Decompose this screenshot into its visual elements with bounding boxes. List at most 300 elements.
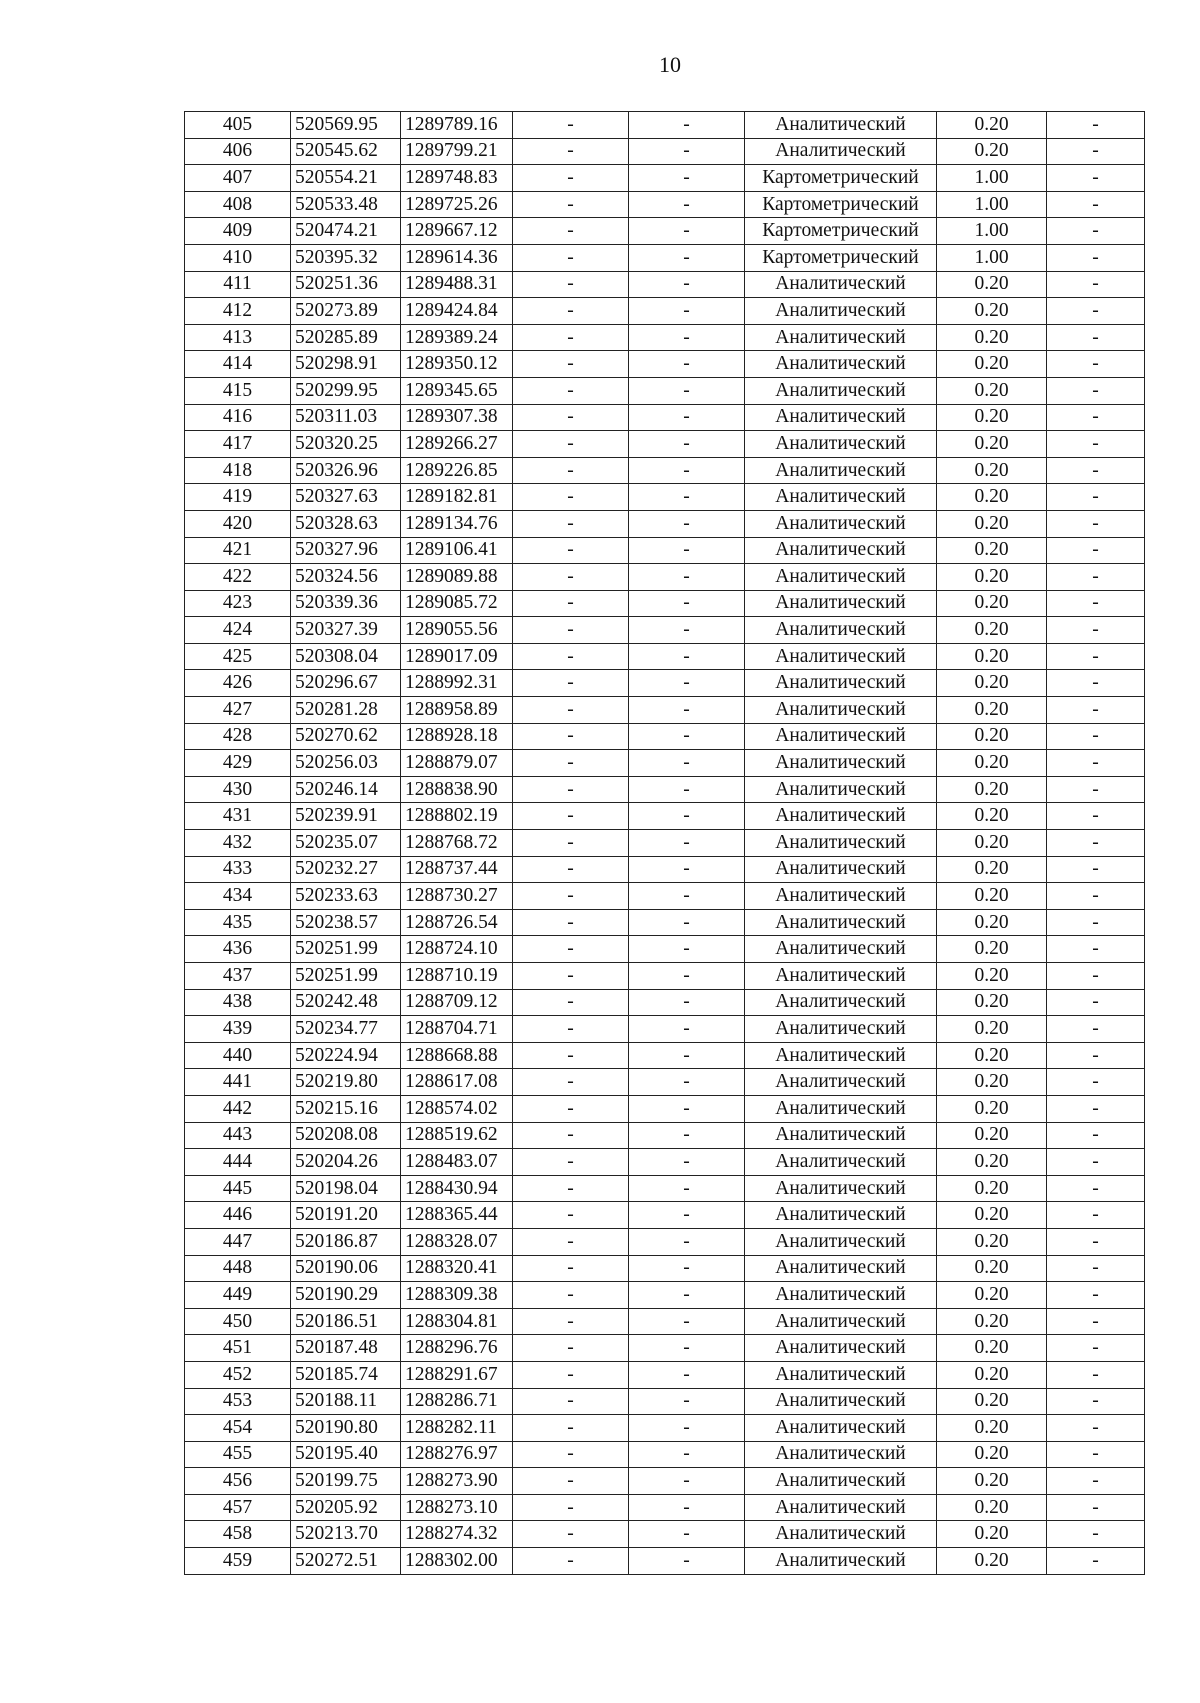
dash-cell: - — [1047, 377, 1145, 404]
point-number-cell: 411 — [185, 271, 291, 298]
x-coordinate-cell: 520234.77 — [291, 1016, 401, 1043]
dash-cell: - — [629, 457, 745, 484]
precision-cell: 0.20 — [937, 590, 1047, 617]
x-coordinate-cell: 520299.95 — [291, 377, 401, 404]
x-coordinate-cell: 520251.99 — [291, 936, 401, 963]
table-row — [185, 1202, 1145, 1229]
dash-cell: - — [1047, 1388, 1145, 1415]
table-row — [185, 909, 1145, 936]
precision-cell: 0.20 — [937, 1255, 1047, 1282]
dash-cell: - — [629, 1255, 745, 1282]
dash-cell: - — [629, 989, 745, 1016]
dash-cell: - — [513, 1122, 629, 1149]
dash-cell: - — [1047, 1441, 1145, 1468]
dash-cell: - — [629, 298, 745, 325]
dash-cell: - — [1047, 1175, 1145, 1202]
precision-cell: 0.20 — [937, 989, 1047, 1016]
table-body — [185, 112, 1145, 1575]
x-coordinate-cell: 520213.70 — [291, 1521, 401, 1548]
dash-cell: - — [1047, 1521, 1145, 1548]
precision-cell: 0.20 — [937, 324, 1047, 351]
dash-cell: - — [1047, 564, 1145, 591]
method-cell: Аналитический — [745, 431, 937, 458]
x-coordinate-cell: 520238.57 — [291, 909, 401, 936]
x-coordinate-cell: 520324.56 — [291, 564, 401, 591]
dash-cell: - — [513, 191, 629, 218]
dash-cell: - — [1047, 165, 1145, 192]
precision-cell: 0.20 — [937, 1122, 1047, 1149]
point-number-cell: 408 — [185, 191, 291, 218]
table-row — [185, 1308, 1145, 1335]
dash-cell: - — [513, 1175, 629, 1202]
precision-cell: 0.20 — [937, 1415, 1047, 1442]
table-row — [185, 1069, 1145, 1096]
method-cell: Аналитический — [745, 856, 937, 883]
method-cell: Аналитический — [745, 803, 937, 830]
y-coordinate-cell: 1288992.31 — [401, 670, 513, 697]
precision-cell: 1.00 — [937, 191, 1047, 218]
dash-cell: - — [513, 165, 629, 192]
dash-cell: - — [1047, 856, 1145, 883]
dash-cell: - — [1047, 1548, 1145, 1575]
precision-cell: 0.20 — [937, 803, 1047, 830]
dash-cell: - — [629, 510, 745, 537]
dash-cell: - — [1047, 1228, 1145, 1255]
dash-cell: - — [513, 1149, 629, 1176]
dash-cell: - — [513, 138, 629, 165]
y-coordinate-cell: 1288724.10 — [401, 936, 513, 963]
dash-cell: - — [629, 909, 745, 936]
method-cell: Аналитический — [745, 324, 937, 351]
x-coordinate-cell: 520251.36 — [291, 271, 401, 298]
method-cell: Аналитический — [745, 1415, 937, 1442]
dash-cell: - — [629, 1042, 745, 1069]
dash-cell: - — [629, 1441, 745, 1468]
dash-cell: - — [1047, 803, 1145, 830]
y-coordinate-cell: 1288320.41 — [401, 1255, 513, 1282]
point-number-cell: 436 — [185, 936, 291, 963]
method-cell: Аналитический — [745, 1282, 937, 1309]
dash-cell: - — [629, 590, 745, 617]
point-number-cell: 437 — [185, 963, 291, 990]
dash-cell: - — [1047, 324, 1145, 351]
point-number-cell: 420 — [185, 510, 291, 537]
dash-cell: - — [513, 750, 629, 777]
precision-cell: 0.20 — [937, 138, 1047, 165]
point-number-cell: 405 — [185, 112, 291, 139]
dash-cell: - — [513, 883, 629, 910]
table-row — [185, 830, 1145, 857]
method-cell: Аналитический — [745, 1494, 937, 1521]
point-number-cell: 441 — [185, 1069, 291, 1096]
y-coordinate-cell: 1289017.09 — [401, 643, 513, 670]
y-coordinate-cell: 1289488.31 — [401, 271, 513, 298]
y-coordinate-cell: 1289182.81 — [401, 484, 513, 511]
point-number-cell: 415 — [185, 377, 291, 404]
table-row — [185, 324, 1145, 351]
table-row — [185, 298, 1145, 325]
method-cell: Аналитический — [745, 643, 937, 670]
method-cell: Аналитический — [745, 1175, 937, 1202]
point-number-cell: 435 — [185, 909, 291, 936]
dash-cell: - — [629, 564, 745, 591]
x-coordinate-cell: 520251.99 — [291, 963, 401, 990]
dash-cell: - — [1047, 1095, 1145, 1122]
method-cell: Аналитический — [745, 1335, 937, 1362]
point-number-cell: 412 — [185, 298, 291, 325]
dash-cell: - — [1047, 989, 1145, 1016]
table-row — [185, 1415, 1145, 1442]
dash-cell: - — [1047, 218, 1145, 245]
precision-cell: 0.20 — [937, 670, 1047, 697]
dash-cell: - — [1047, 1361, 1145, 1388]
dash-cell: - — [513, 1494, 629, 1521]
dash-cell: - — [513, 537, 629, 564]
precision-cell: 0.20 — [937, 484, 1047, 511]
table-row — [185, 1441, 1145, 1468]
x-coordinate-cell: 520188.11 — [291, 1388, 401, 1415]
dash-cell: - — [629, 1095, 745, 1122]
dash-cell: - — [513, 564, 629, 591]
dash-cell: - — [1047, 431, 1145, 458]
dash-cell: - — [513, 457, 629, 484]
method-cell: Аналитический — [745, 1255, 937, 1282]
precision-cell: 0.20 — [937, 1548, 1047, 1575]
y-coordinate-cell: 1288768.72 — [401, 830, 513, 857]
table-row — [185, 936, 1145, 963]
point-number-cell: 446 — [185, 1202, 291, 1229]
dash-cell: - — [1047, 191, 1145, 218]
x-coordinate-cell: 520281.28 — [291, 697, 401, 724]
point-number-cell: 429 — [185, 750, 291, 777]
dash-cell: - — [629, 617, 745, 644]
method-cell: Аналитический — [745, 670, 937, 697]
y-coordinate-cell: 1288302.00 — [401, 1548, 513, 1575]
y-coordinate-cell: 1288273.90 — [401, 1468, 513, 1495]
point-number-cell: 439 — [185, 1016, 291, 1043]
y-coordinate-cell: 1289089.88 — [401, 564, 513, 591]
dash-cell: - — [513, 803, 629, 830]
y-coordinate-cell: 1288709.12 — [401, 989, 513, 1016]
dash-cell: - — [629, 1468, 745, 1495]
dash-cell: - — [513, 963, 629, 990]
dash-cell: - — [629, 830, 745, 857]
dash-cell: - — [629, 963, 745, 990]
precision-cell: 0.20 — [937, 617, 1047, 644]
dash-cell: - — [513, 1335, 629, 1362]
dash-cell: - — [629, 351, 745, 378]
dash-cell: - — [513, 909, 629, 936]
dash-cell: - — [629, 1415, 745, 1442]
dash-cell: - — [629, 324, 745, 351]
point-number-cell: 447 — [185, 1228, 291, 1255]
precision-cell: 0.20 — [937, 112, 1047, 139]
dash-cell: - — [513, 776, 629, 803]
method-cell: Аналитический — [745, 776, 937, 803]
precision-cell: 0.20 — [937, 856, 1047, 883]
point-number-cell: 431 — [185, 803, 291, 830]
method-cell: Аналитический — [745, 590, 937, 617]
point-number-cell: 449 — [185, 1282, 291, 1309]
y-coordinate-cell: 1288483.07 — [401, 1149, 513, 1176]
precision-cell: 0.20 — [937, 537, 1047, 564]
y-coordinate-cell: 1289134.76 — [401, 510, 513, 537]
dash-cell: - — [629, 165, 745, 192]
dash-cell: - — [513, 244, 629, 271]
dash-cell: - — [629, 1016, 745, 1043]
y-coordinate-cell: 1288519.62 — [401, 1122, 513, 1149]
dash-cell: - — [629, 484, 745, 511]
table-row — [185, 1388, 1145, 1415]
dash-cell: - — [629, 1202, 745, 1229]
precision-cell: 0.20 — [937, 271, 1047, 298]
y-coordinate-cell: 1289307.38 — [401, 404, 513, 431]
x-coordinate-cell: 520328.63 — [291, 510, 401, 537]
x-coordinate-cell: 520215.16 — [291, 1095, 401, 1122]
y-coordinate-cell: 1288617.08 — [401, 1069, 513, 1096]
point-number-cell: 433 — [185, 856, 291, 883]
dash-cell: - — [629, 112, 745, 139]
dash-cell: - — [629, 936, 745, 963]
x-coordinate-cell: 520273.89 — [291, 298, 401, 325]
precision-cell: 0.20 — [937, 457, 1047, 484]
dash-cell: - — [1047, 1415, 1145, 1442]
method-cell: Аналитический — [745, 1228, 937, 1255]
x-coordinate-cell: 520395.32 — [291, 244, 401, 271]
dash-cell: - — [629, 377, 745, 404]
method-cell: Аналитический — [745, 617, 937, 644]
dash-cell: - — [1047, 590, 1145, 617]
dash-cell: - — [1047, 1149, 1145, 1176]
table-row — [185, 697, 1145, 724]
precision-cell: 0.20 — [937, 1521, 1047, 1548]
dash-cell: - — [513, 1228, 629, 1255]
table-row — [185, 1255, 1145, 1282]
dash-cell: - — [513, 404, 629, 431]
x-coordinate-cell: 520320.25 — [291, 431, 401, 458]
x-coordinate-cell: 520205.92 — [291, 1494, 401, 1521]
method-cell: Аналитический — [745, 564, 937, 591]
point-number-cell: 426 — [185, 670, 291, 697]
table-row — [185, 377, 1145, 404]
y-coordinate-cell: 1288309.38 — [401, 1282, 513, 1309]
dash-cell: - — [1047, 1308, 1145, 1335]
y-coordinate-cell: 1288304.81 — [401, 1308, 513, 1335]
dash-cell: - — [1047, 1042, 1145, 1069]
dash-cell: - — [1047, 750, 1145, 777]
point-number-cell: 424 — [185, 617, 291, 644]
y-coordinate-cell: 1289725.26 — [401, 191, 513, 218]
dash-cell: - — [1047, 830, 1145, 857]
y-coordinate-cell: 1288365.44 — [401, 1202, 513, 1229]
dash-cell: - — [1047, 723, 1145, 750]
point-number-cell: 443 — [185, 1122, 291, 1149]
dash-cell: - — [1047, 1282, 1145, 1309]
y-coordinate-cell: 1288802.19 — [401, 803, 513, 830]
x-coordinate-cell: 520186.51 — [291, 1308, 401, 1335]
table-row — [185, 1494, 1145, 1521]
x-coordinate-cell: 520272.51 — [291, 1548, 401, 1575]
y-coordinate-cell: 1288838.90 — [401, 776, 513, 803]
point-number-cell: 425 — [185, 643, 291, 670]
method-cell: Аналитический — [745, 112, 937, 139]
y-coordinate-cell: 1288296.76 — [401, 1335, 513, 1362]
precision-cell: 1.00 — [937, 244, 1047, 271]
x-coordinate-cell: 520256.03 — [291, 750, 401, 777]
y-coordinate-cell: 1289389.24 — [401, 324, 513, 351]
dash-cell: - — [629, 670, 745, 697]
point-number-cell: 445 — [185, 1175, 291, 1202]
dash-cell: - — [513, 377, 629, 404]
dash-cell: - — [1047, 617, 1145, 644]
dash-cell: - — [629, 1228, 745, 1255]
method-cell: Аналитический — [745, 1095, 937, 1122]
point-number-cell: 417 — [185, 431, 291, 458]
method-cell: Картометрический — [745, 191, 937, 218]
dash-cell: - — [1047, 936, 1145, 963]
dash-cell: - — [513, 1016, 629, 1043]
table-row — [185, 404, 1145, 431]
dash-cell: - — [1047, 1494, 1145, 1521]
precision-cell: 0.20 — [937, 1042, 1047, 1069]
dash-cell: - — [629, 723, 745, 750]
dash-cell: - — [629, 1122, 745, 1149]
dash-cell: - — [1047, 883, 1145, 910]
method-cell: Аналитический — [745, 750, 937, 777]
method-cell: Аналитический — [745, 1361, 937, 1388]
method-cell: Аналитический — [745, 377, 937, 404]
dash-cell: - — [1047, 404, 1145, 431]
method-cell: Аналитический — [745, 909, 937, 936]
dash-cell: - — [513, 271, 629, 298]
precision-cell: 0.20 — [937, 776, 1047, 803]
precision-cell: 0.20 — [937, 883, 1047, 910]
dash-cell: - — [513, 1468, 629, 1495]
method-cell: Аналитический — [745, 1202, 937, 1229]
precision-cell: 0.20 — [937, 1149, 1047, 1176]
dash-cell: - — [629, 1069, 745, 1096]
method-cell: Аналитический — [745, 1069, 937, 1096]
dash-cell: - — [513, 1415, 629, 1442]
method-cell: Аналитический — [745, 537, 937, 564]
y-coordinate-cell: 1289085.72 — [401, 590, 513, 617]
dash-cell: - — [629, 218, 745, 245]
dash-cell: - — [1047, 776, 1145, 803]
precision-cell: 0.20 — [937, 643, 1047, 670]
precision-cell: 0.20 — [937, 564, 1047, 591]
point-number-cell: 421 — [185, 537, 291, 564]
dash-cell: - — [1047, 298, 1145, 325]
dash-cell: - — [1047, 1016, 1145, 1043]
point-number-cell: 430 — [185, 776, 291, 803]
dash-cell: - — [629, 244, 745, 271]
y-coordinate-cell: 1288574.02 — [401, 1095, 513, 1122]
dash-cell: - — [629, 1361, 745, 1388]
y-coordinate-cell: 1289748.83 — [401, 165, 513, 192]
precision-cell: 0.20 — [937, 1175, 1047, 1202]
precision-cell: 0.20 — [937, 351, 1047, 378]
point-number-cell: 438 — [185, 989, 291, 1016]
x-coordinate-cell: 520190.80 — [291, 1415, 401, 1442]
x-coordinate-cell: 520199.75 — [291, 1468, 401, 1495]
y-coordinate-cell: 1288328.07 — [401, 1228, 513, 1255]
table-row — [185, 1122, 1145, 1149]
table-row — [185, 1095, 1145, 1122]
y-coordinate-cell: 1289799.21 — [401, 138, 513, 165]
x-coordinate-cell: 520474.21 — [291, 218, 401, 245]
precision-cell: 0.20 — [937, 1388, 1047, 1415]
method-cell: Аналитический — [745, 697, 937, 724]
dash-cell: - — [629, 1335, 745, 1362]
method-cell: Аналитический — [745, 1308, 937, 1335]
y-coordinate-cell: 1289266.27 — [401, 431, 513, 458]
y-coordinate-cell: 1289667.12 — [401, 218, 513, 245]
point-number-cell: 409 — [185, 218, 291, 245]
table-row — [185, 776, 1145, 803]
point-number-cell: 416 — [185, 404, 291, 431]
point-number-cell: 423 — [185, 590, 291, 617]
x-coordinate-cell: 520327.96 — [291, 537, 401, 564]
dash-cell: - — [513, 617, 629, 644]
x-coordinate-cell: 520191.20 — [291, 1202, 401, 1229]
table-row — [185, 670, 1145, 697]
x-coordinate-cell: 520190.06 — [291, 1255, 401, 1282]
dash-cell: - — [629, 883, 745, 910]
precision-cell: 0.20 — [937, 510, 1047, 537]
y-coordinate-cell: 1289106.41 — [401, 537, 513, 564]
method-cell: Аналитический — [745, 1016, 937, 1043]
dash-cell: - — [513, 989, 629, 1016]
x-coordinate-cell: 520242.48 — [291, 989, 401, 1016]
dash-cell: - — [629, 191, 745, 218]
dash-cell: - — [1047, 963, 1145, 990]
y-coordinate-cell: 1288291.67 — [401, 1361, 513, 1388]
dash-cell: - — [513, 1069, 629, 1096]
y-coordinate-cell: 1289055.56 — [401, 617, 513, 644]
dash-cell: - — [1047, 112, 1145, 139]
x-coordinate-cell: 520190.29 — [291, 1282, 401, 1309]
y-coordinate-cell: 1289614.36 — [401, 244, 513, 271]
precision-cell: 0.20 — [937, 404, 1047, 431]
dash-cell: - — [513, 484, 629, 511]
table-row — [185, 564, 1145, 591]
point-number-cell: 459 — [185, 1548, 291, 1575]
dash-cell: - — [629, 1282, 745, 1309]
precision-cell: 0.20 — [937, 1494, 1047, 1521]
table-row — [185, 484, 1145, 511]
dash-cell: - — [629, 537, 745, 564]
dash-cell: - — [513, 670, 629, 697]
method-cell: Аналитический — [745, 883, 937, 910]
method-cell: Аналитический — [745, 1042, 937, 1069]
dash-cell: - — [1047, 510, 1145, 537]
table-row — [185, 112, 1145, 139]
table-row — [185, 351, 1145, 378]
precision-cell: 1.00 — [937, 165, 1047, 192]
method-cell: Аналитический — [745, 457, 937, 484]
dash-cell: - — [629, 1494, 745, 1521]
point-number-cell: 444 — [185, 1149, 291, 1176]
precision-cell: 0.20 — [937, 1308, 1047, 1335]
dash-cell: - — [629, 1149, 745, 1176]
point-number-cell: 407 — [185, 165, 291, 192]
y-coordinate-cell: 1289350.12 — [401, 351, 513, 378]
dash-cell: - — [513, 218, 629, 245]
dash-cell: - — [513, 298, 629, 325]
dash-cell: - — [629, 856, 745, 883]
table-row — [185, 1282, 1145, 1309]
table-row — [185, 1521, 1145, 1548]
